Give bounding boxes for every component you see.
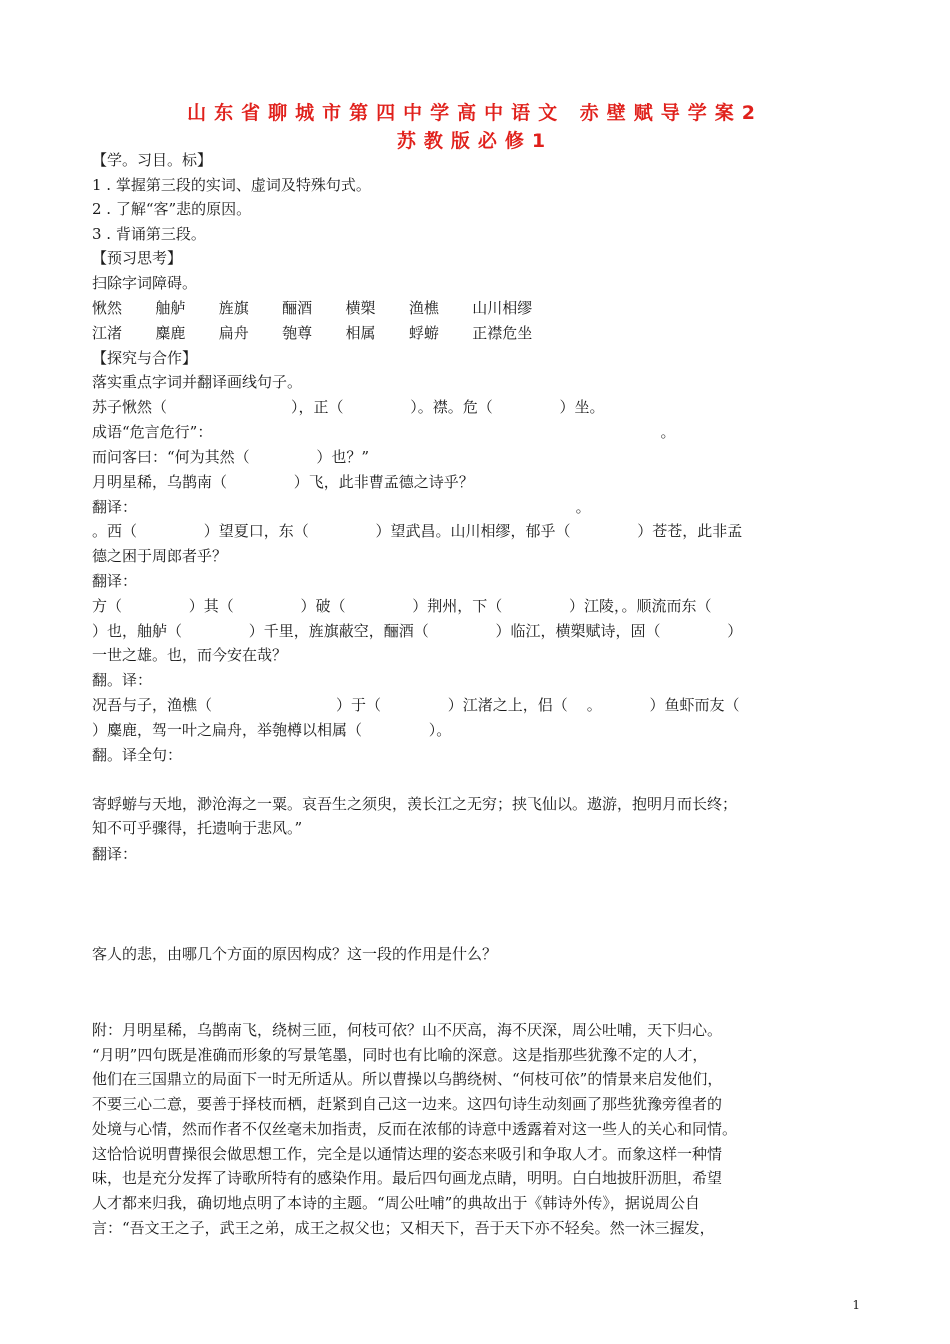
- body-line: 方（ ）其（ ）破（ ）荆州，下（ ）江陵，。顺流而东（: [92, 597, 712, 615]
- body-line: 3 . 背诵第三段。: [92, 225, 206, 243]
- body-line: 【学。习目。标】: [92, 151, 213, 169]
- page-number: 1: [852, 1298, 860, 1312]
- body-line: 言：“吾文王之子，武王之弟，成王之叔父也；又相天下，吾于天下亦不轻矣。然一沐三握发，: [92, 1219, 715, 1237]
- body-line: 寄蜉蝣与天地，渺沧海之一粟。哀吾生之须臾，羡长江之无穷；挟飞仙以。遨游，抱明月而长终；: [92, 795, 738, 813]
- body-line: 愀然 舳舻 旌旗 酾酒 横槊 渔樵 山川相缪: [92, 299, 533, 317]
- body-line: 一世之雄。也，而今安在哉？: [92, 646, 288, 664]
- body-line: 而问客曰：“何为其然（ ）也？”: [92, 448, 370, 466]
- body-line: 德之困于周郎者乎？: [92, 547, 228, 565]
- body-line: 翻译：: [92, 572, 138, 590]
- body-line: 落实重点字词并翻译画线句子。: [92, 373, 303, 391]
- body-line: 不要三心二意，要善于择枝而栖，赶紧到自己这一边来。这四句诗生动刻画了那些犹豫旁徨者的: [92, 1095, 723, 1113]
- body-line: 翻。译全句：: [92, 746, 183, 764]
- body-line: 。西（ ）望夏口，东（ ）望武昌。山川相缪，郁乎（ ）苍苍，此非孟: [92, 522, 743, 540]
- body-line: ）也，舳舻（ ）千里，旌旗蔽空，酾酒（ ）临江，横槊赋诗，固（ ）: [92, 622, 743, 640]
- body-line: 【探究与合作】: [92, 349, 198, 367]
- body-line: 客人的悲，由哪几个方面的原因构成？这一段的作用是什么？: [92, 945, 498, 963]
- body-line: “月明”四句既是准确而形象的写景笔墨，同时也有比喻的深意。这是指那些犹豫不定的人才，: [92, 1046, 708, 1064]
- body-line: 知不可乎骤得，托遗响于悲风。”: [92, 819, 303, 837]
- body-line: 他们在三国鼎立的局面下一时无所适从。所以曹操以乌鹊绕树、“何枝可依”的情景来启发他们，: [92, 1070, 723, 1088]
- body-line: 月明星稀，乌鹊南（ ）飞，此非曹孟德之诗乎？: [92, 473, 474, 491]
- body-line: 处境与心情，然而作者不仅丝毫未加指责，反而在浓郁的诗意中透露着对这一些人的关心和同情。: [92, 1120, 738, 1138]
- body-line: 苏子愀然（ ），正（ ）。襟。危（ ）坐。: [92, 398, 605, 416]
- document-title-line1: 山东省聊城市第四中学高中语文 赤壁赋导学案2: [187, 102, 763, 124]
- body-line: 2 . 了解“客”悲的原因。: [92, 200, 252, 218]
- body-line: 翻。译：: [92, 671, 153, 689]
- body-line: 这恰恰说明曹操很会做思想工作，完全是以通情达理的姿态来吸引和争取人才。而象这样一种情: [92, 1145, 723, 1163]
- body-line: 【预习思考】: [92, 249, 183, 267]
- body-line: 味，也是充分发挥了诗歌所特有的感染作用。最后四句画龙点睛，明明。白白地披肝沥胆，希望: [92, 1169, 723, 1187]
- body-line: 附：月明星稀，乌鹊南飞，绕树三匝，何枝可依？山不厌高，海不厌深，周公吐哺，天下归心。: [92, 1021, 723, 1039]
- body-line: 1 . 掌握第三段的实词、虚词及特殊句式。: [92, 176, 371, 194]
- body-line: 翻译：: [92, 845, 138, 863]
- body-line: 翻译： 。: [92, 498, 591, 516]
- body-line: 成语“危言危行”： 。: [92, 423, 676, 441]
- body-line: 人才都来归我，确切地点明了本诗的主题。“周公吐哺”的典故出于《韩诗外传》，据说周公自: [92, 1194, 700, 1212]
- body-line: 扫除字词障碍。: [92, 274, 198, 292]
- body-line: 江渚 麋鹿 扁舟 匏尊 相属 蜉蝣 正襟危坐: [92, 324, 533, 342]
- document-title-line2: 苏教版必修1: [396, 130, 554, 152]
- body-line: 况吾与子，渔樵（ ）于（ ）江渚之上，侣（ 。 ）鱼虾而友（: [92, 696, 740, 714]
- body-line: ）麋鹿，驾一叶之扁舟，举匏樽以相属（ ）。: [92, 721, 452, 739]
